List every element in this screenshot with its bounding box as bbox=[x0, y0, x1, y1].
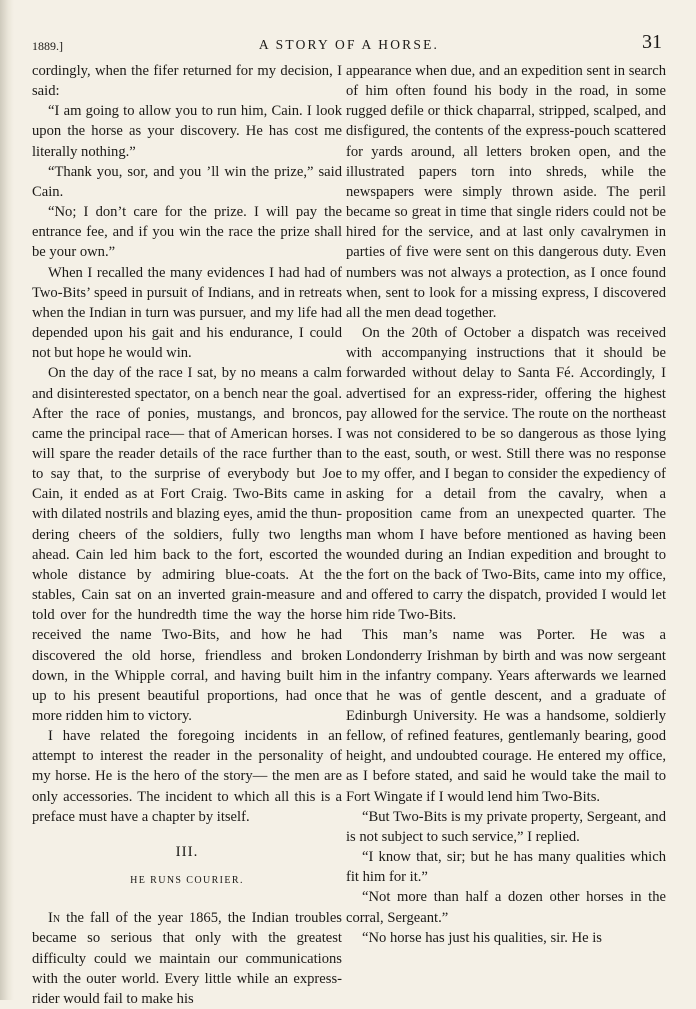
opening-word: In bbox=[48, 910, 61, 927]
header-title: A STORY OF A HORSE. bbox=[258, 37, 440, 52]
paragraph: “But Two-Bits is my private property, Sergeant, and is not subject to such service,” I replied. bbox=[346, 808, 666, 845]
paragraph: This man’s name was Porter. He was a Londonderry Irishman by birth and was now sergeant in the infantry company. Years afterwards we learned that he was of gentle descent, and a graduate of Edinburgh University. He was a handsome, soldierly fellow, of refined features, gentlemanly bearing, good height, and undoubted courage. He entered my office, as I before stated, and said he would take the mail to Fort Wingate if I would lend him Two-Bits. bbox=[346, 627, 666, 805]
paragraph: “Thank you, sor, and you ’ll win the prize,” said Cain. bbox=[32, 163, 342, 200]
paragraph: “No; I don’t care for the prize. I will pay the entrance fee, and if you win the race the prize shall be your own.” bbox=[32, 204, 342, 261]
paragraph: “No horse has just his qualities, sir. He is bbox=[362, 929, 602, 946]
section-number: III. bbox=[175, 843, 199, 860]
paragraph: “I am going to allow you to run him, Cain. I look upon the horse as your discovery. He has cost me literally nothing.” bbox=[32, 103, 342, 160]
section-opening-paragraph bbox=[32, 908, 342, 1009]
paragraph: appearance when due, and an expedition sent in search of him often found his body in the road, in some rugged defile or thick chaparral, stripped, scalped, and disfigured, the contents of the express-pouch scattered for yards around, all letters broken open, and the illustrated papers torn into shreds, while the newspapers were simply thrown aside. The peril became so great in time that single riders could not be hired for the service, and at last only cavalrymen in parties of five were sent on this dangerous duty. Even numbers was not always a protection, as I once found when, sent to look for a missing express, I discovered all the men dead together. bbox=[346, 63, 666, 321]
paragraph: cordingly, when the fifer returned for my decision, I said: bbox=[32, 63, 342, 100]
section-title: HE RUNS COURIER. bbox=[130, 875, 244, 887]
paragraph: I have related the foregoing incidents in an attempt to interest the reader in the personality of my horse. He is the hero of the story— the men are only accessories. The incident to which all this is a preface must have a chapter by itself. bbox=[32, 728, 342, 825]
opening-text: the fall of the year 1865, the Indian troubles became so serious that only with the greatest difficulty could we maintain our communications with the outer world. Every little while an express-rider would fail to make his bbox=[32, 910, 342, 1007]
paragraph: “Not more than half a dozen other horses in the corral, Sergeant.” bbox=[346, 889, 666, 926]
left-column bbox=[32, 61, 342, 1009]
paragraph: “I know that, sir; but he has many qualities which fit him for it.” bbox=[346, 849, 666, 886]
page-number: 31 bbox=[642, 31, 662, 53]
paragraph: On the day of the race I sat, by no means a calm and disinterested spectator, on a bench near the goal. After the race of ponies, mustangs, and broncos, came the principal race— that of American horses. I will spare the reader details of the race further than to say that, to the surprise of everybody but Joe Cain, it ended as at Fort Craig. Two-Bits came in with dilated nostrils and blazing eyes, amid the thundering cheers of the soldiers, fully two lengths ahead. Cain led him back to the fort, escorted the whole distance by admiring blue-coats. At the stables, Cain sat on an inverted grain-measure and told over for the hundredth time the way the horse received the name Two-Bits, and how he had discovered the old horse, friendless and broken down, in the Whipple corral, and having built him up to his present beautiful proportions, had once more ridden him to victory. bbox=[32, 365, 342, 724]
paragraph: On the 20th of October a dispatch was received with accompanying instructions that it should be forwarded without delay to Santa Fé. Accordingly, I advertised for an express-rider, offering the highest pay allowed for the service. The route on the northeast was not considered to be so dangerous as those lying to the east, south, or west. Still there was no response to my offer, and I began to consider the expediency of asking for a detail from the cavalry, when a proposition came from an unexpected quarter. The man whom I have before mentioned as having been wounded during an Indian expedition and brought to the fort on the back of Two-Bits, came into my office, and offered to carry the dispatch, provided I would let him ride Two-Bits. bbox=[346, 325, 666, 624]
running-header bbox=[32, 30, 666, 52]
page-gutter-shadow bbox=[0, 0, 14, 1000]
paragraph: When I recalled the many evidences I had had of Two-Bits’ speed in pursuit of Indians, and in retreats when the Indian in turn was pursuer, and my life had depended upon his gait and his endurance, I could not but hope he would win. bbox=[32, 264, 342, 362]
header-year: 1889.] bbox=[32, 39, 63, 53]
right-column bbox=[346, 61, 666, 948]
